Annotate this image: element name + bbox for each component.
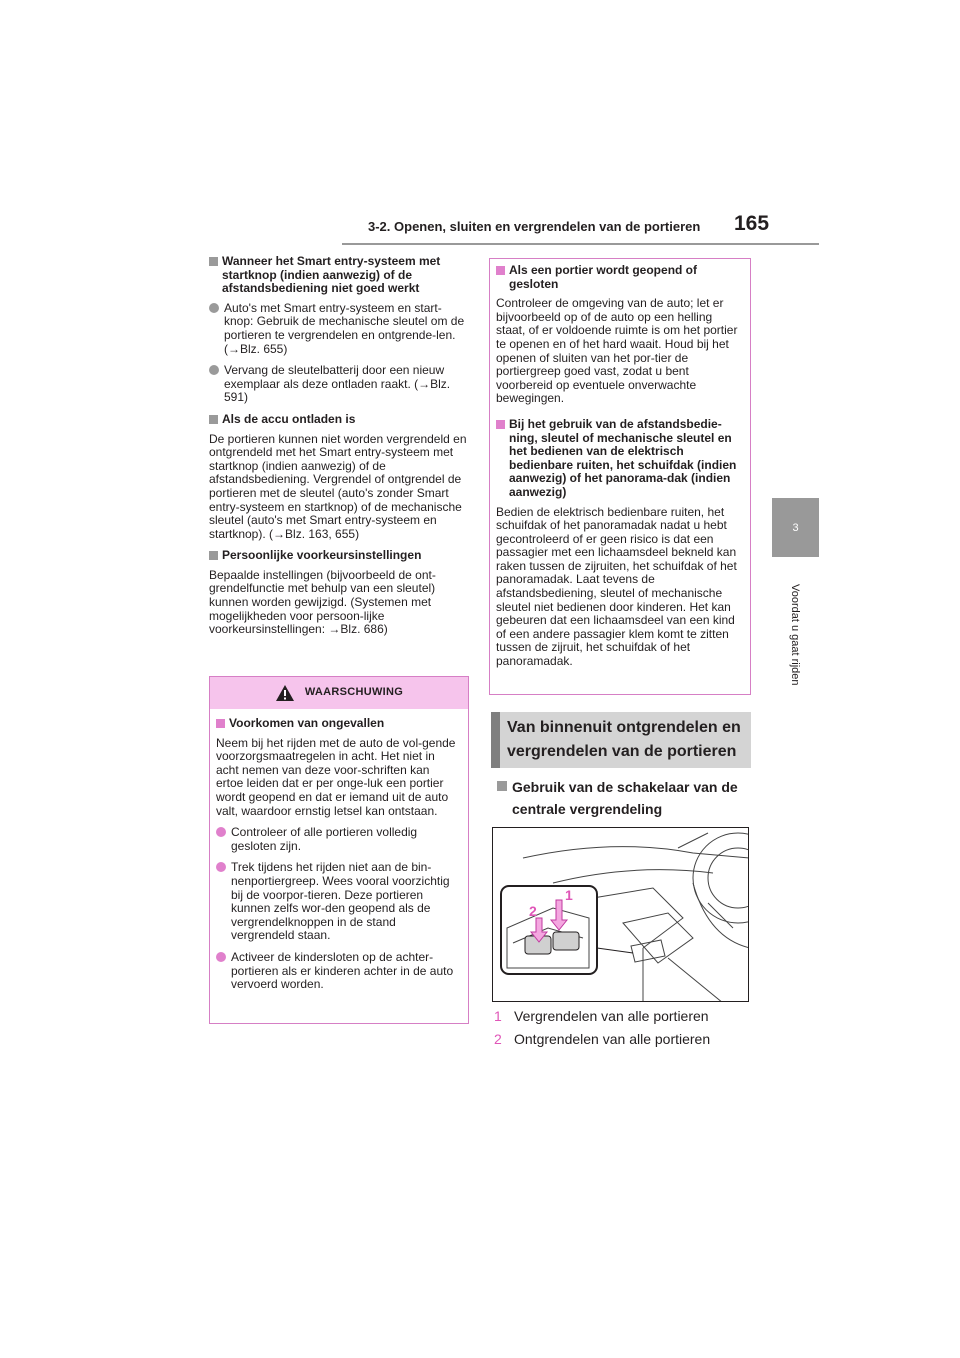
paragraph: Bedien de elektrisch bedienbare ruiten, het schuifdak of het panoramadak nadat u hebt gecontroleerd of er geen risico is dat een passagier met een lichaamsdeel bekneld kan raken tussen de zijruiten, het schuifdak of het panoramadak. Laat tevens de afstandsbediening, sleutel of mechanische sleutel niet bedienen door kinderen. Het kan gebeuren dat een lichaamsdeel van een kind of een andere passagier klem komt te zitten tussen de zijruit, het schuifdak of het panoramadak. <box>496 504 737 669</box>
bullet-text: Activeer de kindersloten op de achter-portieren als er kinderen achter in de auto vervoerd worden. <box>231 949 454 992</box>
chapter-side-label <box>774 565 816 705</box>
bullet-item <box>209 364 467 405</box>
warning-header <box>210 677 468 709</box>
warning-triangle-icon <box>275 684 295 702</box>
square-bullet-icon <box>209 257 218 266</box>
section-heading <box>216 717 458 731</box>
page-header-title: 3-2. Openen, sluiten en vergrendelen van de portieren <box>368 219 701 234</box>
list-text: Ontgrendelen van alle portieren <box>514 1031 711 1047</box>
heading-text: Bij het gebruik van de afstandsbedie-ning, sleutel of mechanische sleutel en het bedienen van de elektrisch bedienbare ruiten, het schuifdak (indien aanwezig) of het panorama-dak (indien aanwezig) <box>509 416 737 499</box>
info-box <box>489 258 751 695</box>
heading-text: Voorkomen van ongevallen <box>229 716 385 730</box>
square-bullet-icon <box>209 415 218 424</box>
heading-text: Als een portier wordt geopend of gesloten <box>509 263 698 291</box>
square-bullet-icon <box>496 420 505 429</box>
circle-bullet-icon <box>216 862 226 872</box>
circle-bullet-icon <box>209 365 219 375</box>
paragraph: Bepaalde instellingen (bijvoorbeeld de ont-grendelfunctie met behulp van een sleutel) kunnen worden gewijzigd. (Systemen met mogelijkheden voor persoon-lijke voorkeursinstellingen: →Blz. 686) <box>209 567 436 637</box>
bullet-item <box>216 951 458 992</box>
circle-bullet-icon <box>216 827 226 837</box>
square-bullet-icon <box>496 266 505 275</box>
section-heading <box>496 264 744 291</box>
section-heading <box>209 549 467 563</box>
square-bullet-icon <box>216 719 225 728</box>
circle-bullet-icon <box>209 303 219 313</box>
section-heading <box>209 413 467 427</box>
sub-heading <box>497 776 759 820</box>
numbered-list <box>494 1008 754 1054</box>
chapter-tab <box>772 498 819 557</box>
bullet-item <box>216 861 458 943</box>
chapter-label: Voordat u gaat rijden <box>789 584 801 686</box>
bullet-text: Auto's met Smart entry-systeem en start-knop: Gebruik de mechanische sleutel om de portieren te vergrendelen en ontgrende-len. (→Blz. 655) <box>224 300 465 356</box>
list-number: 1 <box>494 1008 502 1024</box>
figure-label-1: 1 <box>565 887 573 903</box>
paragraph: Controleer de omgeving van de auto; let er bijvoorbeeld op of de auto op een helling staat, of er voldoende ruimte is om het portier te openen en of het hard waait. Houd bij het openen of sluiten van het por-tier de portiergreep goed vast, zodat u bent voorbereid op eventuele onverwachte bewegingen. <box>496 296 738 406</box>
bullet-item <box>209 302 467 356</box>
door-lock-switch-illustration <box>492 827 749 1002</box>
sub-heading-text: Gebruik van de schakelaar van de centrale vergrendeling <box>512 779 738 817</box>
heading-text: Als de accu ontladen is <box>222 411 356 426</box>
list-item <box>494 1008 754 1024</box>
figure-label-2: 2 <box>529 903 537 919</box>
left-column <box>209 255 467 645</box>
square-bullet-icon <box>497 781 507 791</box>
warning-box <box>209 676 469 1024</box>
list-number: 2 <box>494 1031 502 1047</box>
warning-header-text: WAARSCHUWING <box>304 686 404 699</box>
square-bullet-icon <box>209 551 218 560</box>
section-heading <box>496 418 744 500</box>
chapter-number: 3 <box>792 521 799 534</box>
list-item <box>494 1031 754 1047</box>
bullet-text: Controleer of alle portieren volledig gesloten zijn. <box>231 825 418 853</box>
bullet-item <box>216 826 458 853</box>
section-heading <box>209 255 467 296</box>
warning-body <box>210 709 468 992</box>
heading-text: Wanneer het Smart entry-systeem met startknop (indien aanwezig) of de afstandsbediening niet goed werkt <box>222 254 441 296</box>
circle-bullet-icon <box>216 952 226 962</box>
paragraph: De portieren kunnen niet worden vergrendeld en ontgrendeld met het Smart entry-systeem met startknop (indien aanwezig) of de afstandsbediening. Vergrendel of ontgrendel de portieren met de sleutel (auto's zonder Smart entry-systeem en startknop) of de mechanische sleutel (auto's met Smart entry-systeem en startknop). (→Blz. 163, 655) <box>209 431 467 541</box>
bullet-text: Vervang de sleutelbatterij door een nieuw exemplaar als deze ontladen raakt. (→Blz. 591) <box>224 363 451 405</box>
heading-text: Persoonlijke voorkeursinstellingen <box>222 548 422 563</box>
paragraph: Neem bij het rijden met de auto de vol-gende voorzorgsmaatregelen in acht. Het niet in acht nemen van deze voor-schriften kan ertoe leiden dat er per onge-luk een portier wordt geopend en dat er iemand uit de auto valt, waardoor ernstig letsel kan ontstaan. <box>216 735 456 818</box>
page-number: 165 <box>734 212 770 235</box>
list-text: Vergrendelen van alle portieren <box>514 1008 709 1024</box>
illustration-svg <box>493 828 749 1002</box>
section-title: Van binnenuit ontgrendelen en vergrendelen van de portieren <box>491 712 751 768</box>
bullet-text: Trek tijdens het rijden niet aan de bin-nenportiergreep. Wees vooral voorzichtig bij de voorpor-tieren. Deze portieren kunnen zelfs wor-den geopend als de vergrendelknoppen in de stand vergrendeld staan. <box>231 860 450 943</box>
header-rule <box>342 243 819 245</box>
